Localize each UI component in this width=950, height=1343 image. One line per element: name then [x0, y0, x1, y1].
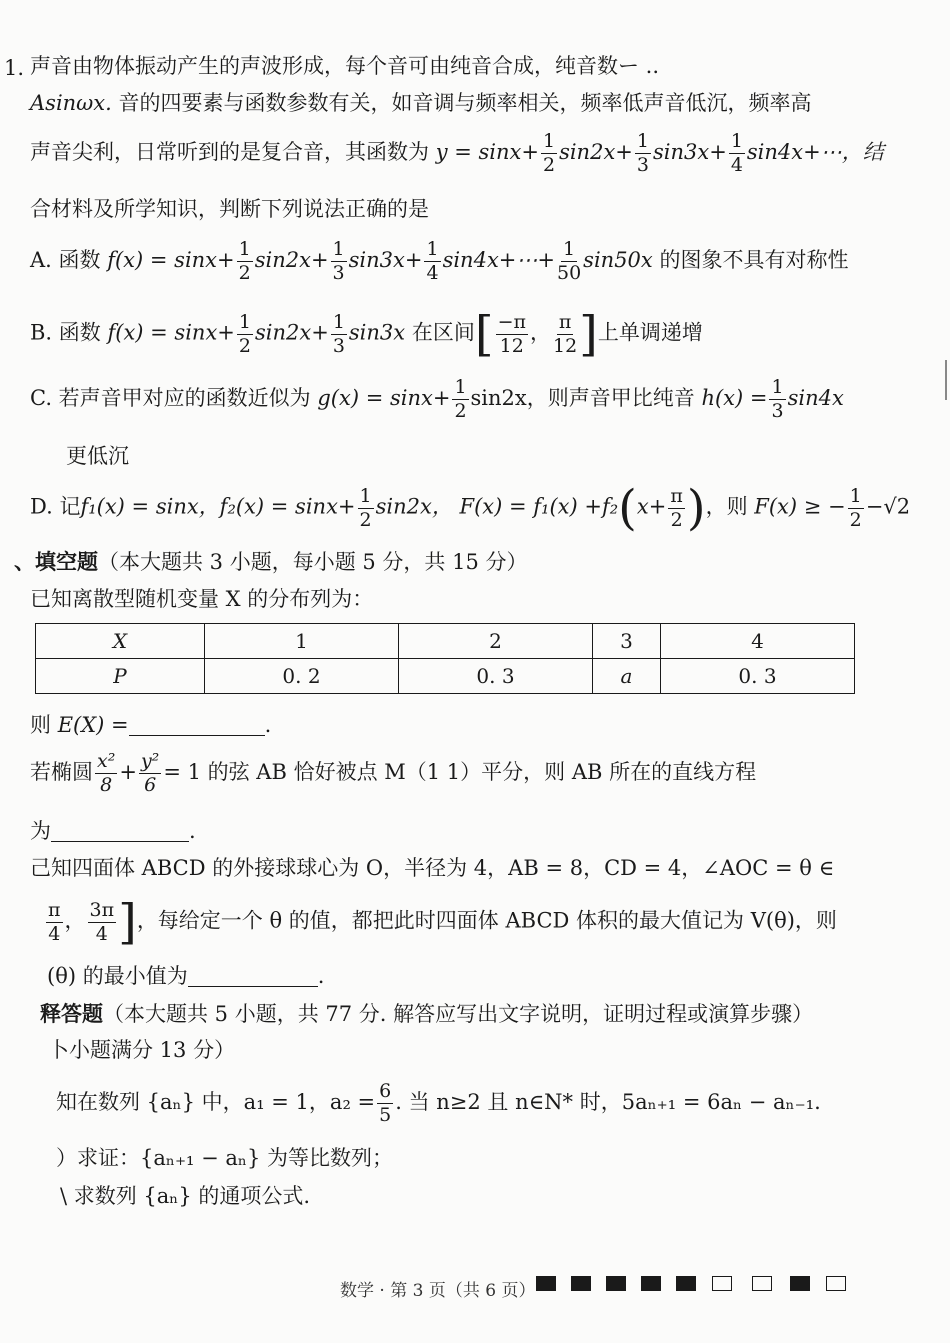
q14-line3: (θ) 的最小值为 .: [47, 964, 325, 988]
q11-formula: Asinωx.: [30, 91, 112, 115]
table-row: [36, 659, 855, 694]
answer-blank: [188, 966, 318, 987]
option-c: C. 若声音甲对应的函数近似为 g(x) = sinx+ $\frac{1}{2}$ sin2x，则声音甲比纯音 h(x) = $\frac{1}{3}$ sin4x: [30, 376, 844, 422]
omr-mark: [536, 1276, 556, 1291]
q12-text: 已知离散型随机变量 X 的分布列为：: [30, 587, 374, 611]
option-d: D. 记f₁(x) = sinx，f₂(x) = sinx+ $\frac{1}{2}$ sin2x， F(x) = f₁(x) +f₂(x+ $\frac{\pi}{2}$ )，则 F(x) ≥ − $\frac{1}{2}$ −√2: [30, 480, 911, 536]
omr-mark: [606, 1276, 626, 1291]
table-cell: a: [592, 659, 660, 694]
q15-part2: \ 求数列 {aₙ} 的通项公式.: [60, 1184, 311, 1208]
q15-part1: ）求证：{aₙ₊₁ − aₙ} 为等比数列；: [56, 1146, 394, 1170]
omr-mark: [676, 1276, 696, 1291]
q15-score: 卜小题满分 13 分）: [48, 1038, 236, 1062]
table-cell: 1: [205, 624, 399, 659]
q13-text: 若椭圆 $\frac{\text{x²}}{8}$ + $\frac{\text{y²}}{6}$ = 1 的弦 AB 恰好被点 M（1 1）平分，则 AB 所在的直线方程: [30, 750, 757, 796]
omr-mark: [641, 1276, 661, 1291]
q14-line2: $\frac{\pi}{4}$ ， $\frac{3\pi}{4}$ ]，每给定一个 θ 的值，都把此时四面体 ABCD 体积的最大值记为 V(θ)，则: [48, 894, 837, 950]
q11-text: 声音尖利，日常听到的是复合音，其函数为: [30, 140, 429, 164]
table-cell: X: [36, 624, 205, 659]
q11-line4: 合材料及所学知识，判断下列说法正确的是: [30, 197, 429, 221]
table-cell: P: [36, 659, 205, 694]
table-row: [36, 624, 855, 659]
formula: sin2x+: [559, 140, 633, 164]
q14-line1: 己知四面体 ABCD 的外接球球心为 O，半径为 4，AB = 8，CD = 4，∠AOC = θ ∈: [30, 856, 835, 880]
question-number: 1.: [4, 56, 25, 80]
omr-mark: [571, 1276, 591, 1291]
omr-mark: [790, 1276, 810, 1291]
option-b: B. 函数 f(x) = sinx+ $\frac{1}{2}$ sin2x+ $\frac{1}{3}$ sin3x 在区间[ $\frac{-\pi}{12}$ ， $\frac{\pi}{12}$ ]上单调递增: [30, 306, 703, 362]
q15-text: 知在数列 {aₙ} 中，a₁ = 1，a₂ = $\frac{6}{5}$ . 当 n≥2 且 n∈N* 时，5aₙ₊₁ = 6aₙ − aₙ₋₁.: [56, 1080, 821, 1126]
q11-line1: 声音由物体振动产生的声波形成，每个音可由纯音合成，纯音数ー ..: [30, 54, 660, 78]
omr-mark: [752, 1276, 772, 1291]
q12-answer: 则 E(X) = .: [30, 713, 272, 737]
table-cell: 0. 2: [205, 659, 399, 694]
section-heading: 释答题（本大题共 5 小题，共 77 分. 解答应写出文字说明，证明过程或演算步骤）: [40, 1001, 814, 1026]
fraction: $\frac{1}{3}$: [636, 130, 649, 176]
page-edge-mark: [945, 360, 947, 400]
page-footer: 数学 · 第 3 页（共 6 页）: [340, 1281, 536, 1301]
table-cell: 3: [592, 624, 660, 659]
fraction: $\frac{1}{4}$: [730, 130, 743, 176]
omr-mark: [826, 1276, 846, 1291]
answer-blank: [51, 821, 189, 842]
q11-line3: [30, 132, 884, 175]
table-cell: 0. 3: [398, 659, 592, 694]
formula: sin4x+⋯，结: [746, 140, 884, 164]
distribution-table: [35, 623, 855, 694]
q13-answer: 为 .: [30, 819, 196, 843]
formula: y = sinx+: [435, 140, 539, 164]
table-cell: 2: [398, 624, 592, 659]
section-heading: 、填空题（本大题共 3 小题，每小题 5 分，共 15 分）: [14, 549, 528, 574]
fraction: $\frac{1}{2}$: [542, 130, 556, 176]
q11-line2: [30, 93, 812, 114]
answer-blank: [129, 715, 265, 736]
table-cell: 4: [660, 624, 854, 659]
option-c-cont: 更低沉: [66, 444, 129, 468]
option-a: A. 函数 f(x) = sinx+ $\frac{1}{2}$ sin2x+ $\frac{1}{3}$ sin3x+ $\frac{1}{4}$ sin4x+⋯+ $\frac{1}{50}$ sin50x 的图象不具有对称性: [30, 238, 849, 284]
q11-text: 音的四要素与函数参数有关，如音调与频率相关，频率低声音低沉，频率高: [118, 91, 812, 115]
omr-mark: [712, 1276, 732, 1291]
table-cell: 0. 3: [660, 659, 854, 694]
formula: sin3x+: [652, 140, 727, 164]
